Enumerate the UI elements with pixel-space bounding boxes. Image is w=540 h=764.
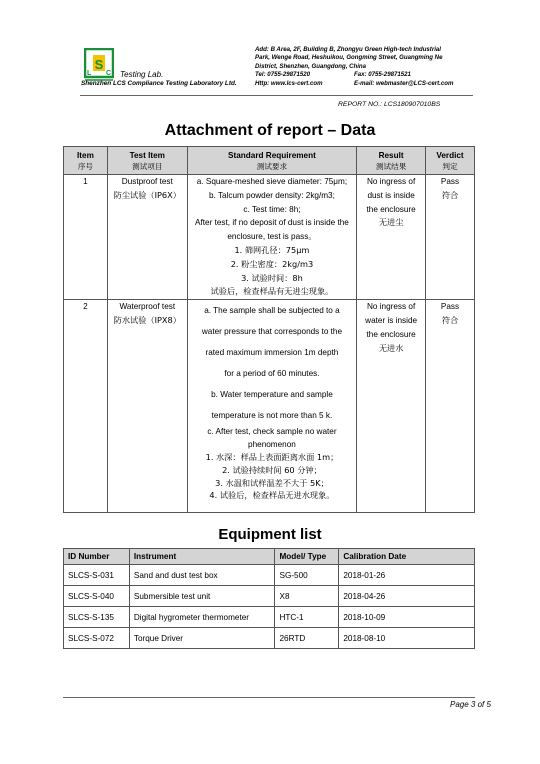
lcs-logo-icon: [84, 48, 114, 82]
email: E-mail: webmaster@LCS-cert.com: [354, 80, 454, 87]
tel: Tel: 0755-29871520: [255, 71, 310, 78]
contact-row-web: [255, 80, 454, 87]
lab-address: [255, 46, 475, 71]
id-number: SLCS-S-031: [64, 565, 130, 586]
calibration-date: 2018-08-10: [339, 628, 475, 649]
table-row: [64, 607, 475, 628]
footer-divider: [63, 697, 475, 698]
test-item: Dustproof test 防尘试验（IP6X）: [107, 175, 187, 300]
report-number: REPORT NO.: LCS180907010BS: [338, 101, 441, 108]
svg-text:L: L: [87, 70, 92, 77]
table-row: [64, 565, 475, 586]
instrument: Digital hygrometer thermometer: [129, 607, 275, 628]
model-type: X8: [275, 586, 339, 607]
table-header-row: [64, 549, 475, 565]
model-type: 26RTD: [275, 628, 339, 649]
header-requirement: Standard Requirement 测试要求: [187, 147, 356, 175]
header-id-number: ID Number: [64, 549, 130, 565]
header-verdict: Verdict 判定: [426, 147, 475, 175]
address-line: Add: B Area, 2F, Building B, Zhongyu Green High-tech Industrial: [255, 46, 441, 53]
test-item: Waterproof test 防水试验（IPX8）: [107, 300, 187, 513]
id-number: SLCS-S-135: [64, 607, 130, 628]
table-header-row: [64, 147, 475, 175]
standard-requirement: a. The sample shall be subjected to a water pressure that corresponds to the rated maximum immersion 1m depth for a period of 60 minutes. b. Water temperature and sample temperature is not more than 5 k. c. After test, check sample no water phenomenon 1. 水深：样品上表面距离水面 1m； 2. 试验持续时间 60 分钟； 3. 水温和试样温差不大于 5K； 4. 试验后，检查样品无进水现象。: [187, 300, 356, 513]
lab-name: Testing Lab.: [120, 70, 164, 79]
report-data-table: [63, 146, 475, 513]
header-test-item: Test Item 测试项目: [107, 147, 187, 175]
table-row: [64, 586, 475, 607]
verdict: Pass 符合: [426, 175, 475, 300]
header-instrument: Instrument: [129, 549, 275, 565]
table-row: [64, 175, 475, 300]
id-number: SLCS-S-040: [64, 586, 130, 607]
header-item: Item 序号: [64, 147, 108, 175]
equipment-list-title: Equipment list: [218, 526, 322, 543]
test-result: No ingress of dust is inside the enclosure 无进尘: [357, 175, 426, 300]
svg-text:S: S: [94, 57, 104, 72]
calibration-date: 2018-04-26: [339, 586, 475, 607]
calibration-date: 2018-10-09: [339, 607, 475, 628]
table-row: [64, 628, 475, 649]
header-model-type: Model/ Type: [275, 549, 339, 565]
website: Http: www.lcs-cert.com: [255, 80, 323, 87]
instrument: Torque Driver: [129, 628, 275, 649]
header-divider: [80, 95, 473, 96]
verdict: Pass 符合: [426, 300, 475, 513]
fax: Fax: 0755-29871521: [354, 71, 411, 78]
page-title: Attachment of report – Data: [164, 122, 376, 139]
address-line: District, Shenzhen, Guangdong, China: [255, 62, 367, 70]
instrument: Submersible test unit: [129, 586, 275, 607]
instrument: Sand and dust test box: [129, 565, 275, 586]
id-number: SLCS-S-072: [64, 628, 130, 649]
table-row: [64, 300, 475, 513]
svg-text:C: C: [106, 70, 112, 77]
model-type: SG-500: [275, 565, 339, 586]
header-result: Result 测试结果: [357, 147, 426, 175]
calibration-date: 2018-01-26: [339, 565, 475, 586]
item-number: 1: [64, 175, 108, 300]
page-number: Page 3 of 5: [450, 700, 491, 709]
standard-requirement: a. Square-meshed sieve diameter: 75μm; b. Talcum powder density: 2kg/m3; c. Test time: 8h; After test, if no deposit of dust is inside the enclosure, test is pass。 1. 筛网孔径：75μm 2. 粉尘密度：2kg/m3 3. 试验时间：8h 试验后，检查样品有无进尘现象。: [187, 175, 356, 300]
address-line: Park, Wenge Road, Heshuikou, Gongming Street, Guangming Ne: [255, 54, 443, 62]
lab-full-name: Shenzhen LCS Compliance Testing Laboratory Ltd.: [81, 80, 237, 87]
header-calibration-date: Calibration Date: [339, 549, 475, 565]
model-type: HTC-1: [275, 607, 339, 628]
equipment-table: [63, 548, 475, 649]
test-result: No ingress of water is inside the enclosure 无进水: [357, 300, 426, 513]
item-number: 2: [64, 300, 108, 513]
contact-row-phone: [255, 71, 411, 78]
